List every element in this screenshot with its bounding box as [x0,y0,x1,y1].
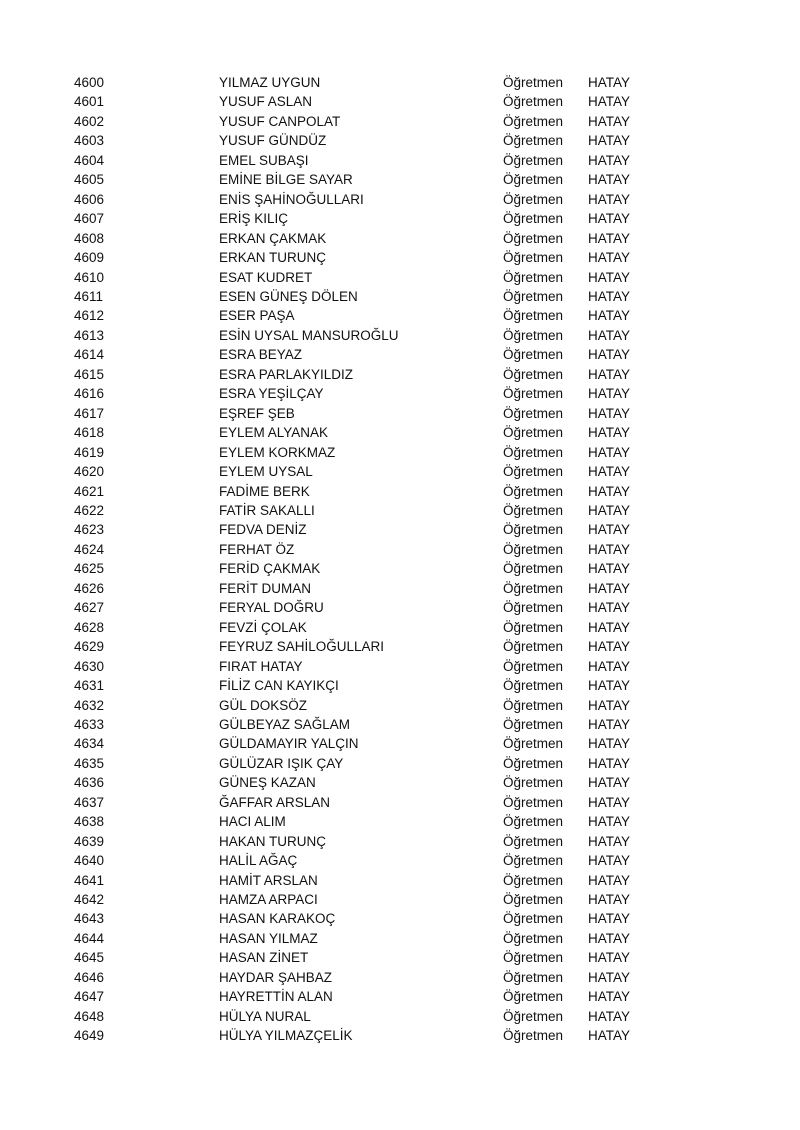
row-name: GÜLÜZAR IŞIK ÇAY [219,755,344,771]
table-row [74,832,654,851]
row-role: Öğretmen [503,1028,564,1044]
row-number: 4645 [74,950,105,966]
row-city: HATAY [588,969,631,985]
row-city: HATAY [588,250,631,266]
row-name: ESRA BEYAZ [219,347,303,363]
row-role: Öğretmen [503,308,564,324]
row-number: 4638 [74,814,105,830]
row-role: Öğretmen [503,969,564,985]
row-role: Öğretmen [503,230,564,246]
row-role: Öğretmen [503,269,564,285]
row-name: HASAN YILMAZ [219,930,318,946]
row-role: Öğretmen [503,152,564,168]
row-city: HATAY [588,736,631,752]
table-row [74,112,654,131]
row-city: HATAY [588,94,631,110]
row-role: Öğretmen [503,561,564,577]
table-row [74,190,654,209]
row-city: HATAY [588,639,631,655]
row-number: 4600 [74,75,105,90]
row-role: Öğretmen [503,133,564,149]
row-role: Öğretmen [503,1008,564,1024]
row-name: YUSUF CANPOLAT [219,113,341,129]
row-city: HATAY [588,230,631,246]
table-row [74,287,654,306]
row-name: GÜL DOKSÖZ [219,697,308,713]
row-city: HATAY [588,288,631,304]
table-row [74,1026,654,1045]
row-role: Öğretmen [503,619,564,635]
row-role: Öğretmen [503,502,564,518]
row-city: HATAY [588,794,631,810]
table-row [74,326,654,345]
row-role: Öğretmen [503,94,564,110]
row-role: Öğretmen [503,833,564,849]
row-role: Öğretmen [503,814,564,830]
table-row [74,365,654,384]
table-row [74,676,654,695]
row-name: HAYDAR ŞAHBAZ [219,969,333,985]
table-row [74,812,654,831]
table-row [74,715,654,734]
table-row [74,851,654,870]
table-row [74,657,654,676]
row-name: ESRA PARLAKYILDIZ [219,366,354,382]
row-number: 4631 [74,678,105,694]
row-number: 4632 [74,697,105,713]
row-role: Öğretmen [503,911,564,927]
row-number: 4621 [74,483,105,499]
row-number: 4634 [74,736,105,752]
row-city: HATAY [588,425,631,441]
row-city: HATAY [588,853,631,869]
row-role: Öğretmen [503,211,564,227]
table-row [74,423,654,442]
row-name: EMİNE BİLGE SAYAR [219,172,353,188]
row-role: Öğretmen [503,75,564,90]
row-name: HASAN KARAKOÇ [219,911,336,927]
table-row [74,773,654,792]
row-number: 4617 [74,405,105,421]
row-number: 4633 [74,716,105,732]
row-name: ESİN UYSAL MANSUROĞLU [219,327,399,343]
row-number: 4612 [74,308,105,324]
row-number: 4618 [74,425,105,441]
row-number: 4629 [74,639,105,655]
table-row [74,73,654,92]
row-city: HATAY [588,366,631,382]
table-row [74,579,654,598]
row-name: FEYRUZ SAHİLOĞULLARI [219,639,385,655]
table-row [74,384,654,403]
table-row [74,871,654,890]
row-role: Öğretmen [503,172,564,188]
row-name: GÜLDAMAYIR YALÇIN [219,736,359,752]
row-number: 4603 [74,133,105,149]
table-row [74,1007,654,1026]
row-city: HATAY [588,522,631,538]
row-role: Öğretmen [503,483,564,499]
row-name: FIRAT HATAY [219,658,303,674]
row-number: 4608 [74,230,105,246]
row-city: HATAY [588,580,631,596]
row-name: EŞREF ŞEB [219,405,295,421]
table-row [74,268,654,287]
row-city: HATAY [588,989,631,1005]
row-name: FEDVA DENİZ [219,522,307,538]
row-city: HATAY [588,152,631,168]
row-role: Öğretmen [503,405,564,421]
row-number: 4647 [74,989,105,1005]
row-number: 4616 [74,386,105,402]
row-role: Öğretmen [503,580,564,596]
row-number: 4639 [74,833,105,849]
row-city: HATAY [588,775,631,791]
row-role: Öğretmen [503,288,564,304]
row-name: FERİD ÇAKMAK [219,561,321,577]
row-number: 4606 [74,191,105,207]
row-role: Öğretmen [503,853,564,869]
table-row [74,618,654,637]
row-role: Öğretmen [503,755,564,771]
row-city: HATAY [588,892,631,908]
table-row [74,501,654,520]
row-number: 4620 [74,464,105,480]
row-number: 4601 [74,94,105,110]
row-role: Öğretmen [503,775,564,791]
row-role: Öğretmen [503,658,564,674]
row-number: 4604 [74,152,105,168]
row-name: YUSUF GÜNDÜZ [219,133,327,149]
row-city: HATAY [588,113,631,129]
row-name: HAYRETTİN ALAN [219,989,333,1005]
row-role: Öğretmen [503,522,564,538]
row-name: ESEN GÜNEŞ DÖLEN [219,288,358,304]
row-number: 4602 [74,113,105,129]
row-name: ESRA YEŞİLÇAY [219,386,324,402]
row-role: Öğretmen [503,425,564,441]
row-city: HATAY [588,911,631,927]
row-number: 4630 [74,658,105,674]
row-role: Öğretmen [503,950,564,966]
row-number: 4614 [74,347,105,363]
table-row [74,209,654,228]
row-number: 4637 [74,794,105,810]
table-row [74,987,654,1006]
table-row [74,968,654,987]
row-role: Öğretmen [503,639,564,655]
row-number: 4610 [74,269,105,285]
row-city: HATAY [588,833,631,849]
row-name: FİLİZ CAN KAYIKÇI [219,678,339,694]
table-row [74,404,654,423]
row-name: FADİME BERK [219,483,310,499]
row-name: ESAT KUDRET [219,269,313,285]
row-role: Öğretmen [503,464,564,480]
row-city: HATAY [588,541,631,557]
row-name: FERİT DUMAN [219,580,312,596]
row-name: ERKAN ÇAKMAK [219,230,327,246]
row-name: GÜLBEYAZ SAĞLAM [219,716,351,732]
row-role: Öğretmen [503,113,564,129]
row-role: Öğretmen [503,930,564,946]
row-city: HATAY [588,75,631,90]
row-role: Öğretmen [503,250,564,266]
row-number: 4615 [74,366,105,382]
row-city: HATAY [588,502,631,518]
row-name: EYLEM UYSAL [219,464,313,480]
row-number: 4609 [74,250,105,266]
table-row [74,248,654,267]
row-name: ĞAFFAR ARSLAN [219,794,331,810]
row-name: HALİL AĞAÇ [219,853,298,869]
row-city: HATAY [588,191,631,207]
row-role: Öğretmen [503,892,564,908]
table-row [74,306,654,325]
row-city: HATAY [588,211,631,227]
row-city: HATAY [588,814,631,830]
row-number: 4605 [74,172,105,188]
row-city: HATAY [588,464,631,480]
row-number: 4626 [74,580,105,596]
row-city: HATAY [588,755,631,771]
row-number: 4607 [74,211,105,227]
table-row [74,131,654,150]
table-row [74,520,654,539]
roster-table [74,73,654,1046]
row-number: 4627 [74,600,105,616]
table-row [74,443,654,462]
table-row [74,540,654,559]
row-role: Öğretmen [503,386,564,402]
row-city: HATAY [588,269,631,285]
row-city: HATAY [588,483,631,499]
row-role: Öğretmen [503,678,564,694]
row-city: HATAY [588,133,631,149]
row-name: YILMAZ UYGUN [219,75,321,90]
row-city: HATAY [588,1008,631,1024]
row-number: 4646 [74,969,105,985]
table-row [74,754,654,773]
table-row [74,696,654,715]
row-number: 4613 [74,327,105,343]
row-number: 4628 [74,619,105,635]
row-number: 4623 [74,522,105,538]
row-city: HATAY [588,172,631,188]
row-number: 4641 [74,872,105,888]
row-number: 4640 [74,853,105,869]
row-city: HATAY [588,697,631,713]
table-row [74,793,654,812]
row-number: 4644 [74,930,105,946]
row-name: HÜLYA NURAL [219,1008,311,1024]
table-row [74,462,654,481]
row-number: 4642 [74,892,105,908]
row-name: HASAN ZİNET [219,950,309,966]
row-name: FEVZİ ÇOLAK [219,619,307,635]
row-number: 4624 [74,541,105,557]
row-city: HATAY [588,561,631,577]
row-name: FERYAL DOĞRU [219,600,324,616]
roster-body [74,73,654,1046]
row-role: Öğretmen [503,444,564,460]
row-city: HATAY [588,1028,631,1044]
row-role: Öğretmen [503,697,564,713]
row-role: Öğretmen [503,716,564,732]
row-role: Öğretmen [503,327,564,343]
row-name: ESER PAŞA [219,308,295,324]
row-role: Öğretmen [503,989,564,1005]
table-row [74,890,654,909]
table-row [74,92,654,111]
row-number: 4649 [74,1028,105,1044]
row-city: HATAY [588,716,631,732]
row-role: Öğretmen [503,541,564,557]
row-role: Öğretmen [503,600,564,616]
row-name: EMEL SUBAŞI [219,152,309,168]
row-name: FERHAT ÖZ [219,541,295,557]
row-name: ERİŞ KILIÇ [219,211,289,227]
row-number: 4635 [74,755,105,771]
table-row [74,345,654,364]
row-name: HAMİT ARSLAN [219,872,318,888]
row-number: 4619 [74,444,105,460]
row-name: FATİR SAKALLI [219,502,315,518]
row-number: 4636 [74,775,105,791]
row-number: 4643 [74,911,105,927]
row-name: HÜLYA YILMAZÇELİK [219,1028,353,1044]
row-role: Öğretmen [503,366,564,382]
row-city: HATAY [588,930,631,946]
table-row [74,909,654,928]
row-name: HACI ALIM [219,814,286,830]
row-number: 4648 [74,1008,105,1024]
table-row [74,170,654,189]
row-number: 4611 [74,288,104,304]
row-city: HATAY [588,600,631,616]
row-city: HATAY [588,872,631,888]
table-row [74,229,654,248]
row-city: HATAY [588,658,631,674]
row-city: HATAY [588,678,631,694]
row-city: HATAY [588,405,631,421]
row-role: Öğretmen [503,872,564,888]
row-city: HATAY [588,308,631,324]
table-row [74,948,654,967]
row-city: HATAY [588,619,631,635]
table-row [74,637,654,656]
row-city: HATAY [588,444,631,460]
table-row [74,598,654,617]
row-role: Öğretmen [503,794,564,810]
row-city: HATAY [588,950,631,966]
row-city: HATAY [588,386,631,402]
table-row [74,482,654,501]
row-name: ENİS ŞAHİNOĞULLARI [219,191,364,207]
row-name: HAMZA ARPACI [219,892,318,908]
table-row [74,559,654,578]
table-row [74,929,654,948]
row-name: GÜNEŞ KAZAN [219,775,316,791]
row-name: ERKAN TURUNÇ [219,250,327,266]
row-name: EYLEM KORKMAZ [219,444,336,460]
row-city: HATAY [588,327,631,343]
row-role: Öğretmen [503,191,564,207]
row-name: HAKAN TURUNÇ [219,833,327,849]
row-name: YUSUF ASLAN [219,94,313,110]
row-number: 4622 [74,502,105,518]
row-name: EYLEM ALYANAK [219,425,329,441]
row-role: Öğretmen [503,736,564,752]
table-row [74,734,654,753]
table-row [74,151,654,170]
row-number: 4625 [74,561,105,577]
row-role: Öğretmen [503,347,564,363]
row-city: HATAY [588,347,631,363]
